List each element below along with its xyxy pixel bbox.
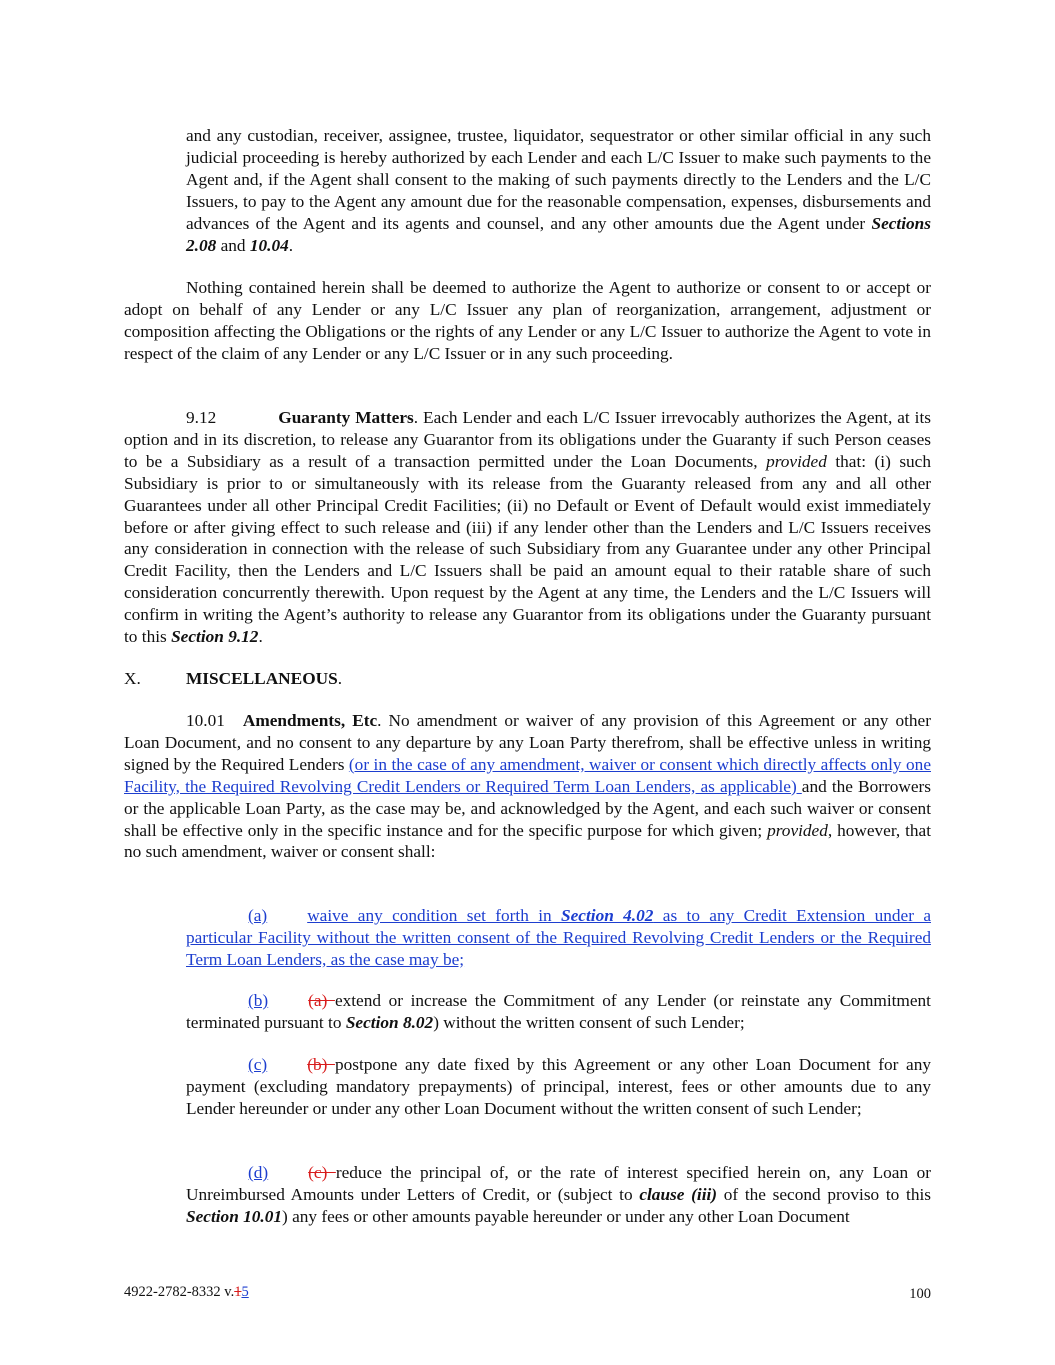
new-version: 5 — [241, 1284, 249, 1300]
article-heading: X. MISCELLANEOUS. — [124, 669, 343, 688]
clause-c: (c) (b) postpone any date fixed by this Agreement or any other Loan Document for any payment (excluding mandatory prepayments) of principal, interest, fees or other amounts due to any Lender hereunder or under any other Loan Document without the written consent of such Lender; — [186, 1055, 931, 1118]
clause-label: (d) — [248, 1163, 269, 1182]
deleted-text: (b) — [307, 1055, 335, 1074]
inserted-text: as to any Credit Extension under a particular Facility without the written consent of the Required Revolving Credit Lenders or the Required Term Loan Lenders, as the case may be; — [186, 906, 931, 969]
paragraph-agent-payments: and any custodian, receiver, assignee, trustee, liquidator, sequestrator or other similar official in any such judicial proceeding is hereby authorized by each Lender and each L/C Issuer to make such payments to the Agent and, if the Agent shall consent to the making of such payments directly to the Lenders and the L/C Issuers, to pay to the Agent any amount due for the reasonable compensation, expenses, disbursements and advances of the Agent and its agents and counsel, and any other amounts due the Agent under Sections 2.08 and 10.04. — [186, 126, 931, 255]
paragraph-nothing-contained: Nothing contained herein shall be deemed to authorize the Agent to authorize or consent to or accept or adopt on behalf of any Lender or any L/C Issuer any plan of reorganization, arrangement, adjustment or composition affecting the Obligations or the rights of any Lender or any L/C Issuer to authorize the Agent to vote in respect of the claim of any Lender or any L/C Issuer or in any such proceeding. — [124, 278, 931, 363]
document-id: 4922-2782-8332 v.15 — [124, 1284, 249, 1300]
article-number: X. — [124, 669, 141, 688]
clause-b: (b) (a) extend or increase the Commitment of any Lender (or reinstate any Commitment terminated pursuant to Section 8.02) without the written consent of such Lender; — [186, 991, 931, 1032]
article-title: MISCELLANEOUS — [186, 669, 338, 688]
clause-ref: clause (iii) — [639, 1184, 718, 1204]
section-ref: Section 10.01 — [186, 1206, 283, 1226]
clause-a — [186, 905, 931, 971]
section-10-01: 10.01 Amendments, Etc. No amendment or waiver of any provision of this Agreement or any other Loan Document, and no consent to any departure by any Loan Party therefrom, shall be effective unless in writing signed by the Required Lenders (or in the case of any amendment, waiver or consent which directly affects only one Facility, the Required Revolving Credit Lenders or Required Term Loan Lenders, as applicable) and the Borrowers or the applicable Loan Party, as the case may be, and acknowledged by the Agent, and each such waiver or consent shall be effective only in the specific instance and for the specific purpose for which given; provided, however, that no such amendment, waiver or consent shall: — [124, 711, 931, 862]
section-ref: Sections 2.08 — [186, 213, 931, 255]
section-number: 10.01 — [186, 711, 225, 730]
deleted-text: (c) — [308, 1163, 336, 1182]
inserted-text: waive any condition set forth in — [307, 906, 562, 925]
clause-d: (d) (c) reduce the principal of, or the rate of interest specified herein on, any Loan or Unreimbursed Amounts under Letters of Credit, or (subject to clause (iii) of the second proviso to this Section 10.01) any fees or other amounts payable hereunder or under any other Loan Document — [186, 1163, 931, 1226]
section-ref: Section 9.12 — [171, 627, 259, 647]
clause-label: (c) — [248, 1055, 268, 1074]
deleted-text: (a) — [308, 991, 335, 1010]
section-number: 9.12 — [186, 408, 217, 427]
clause-label: (b) — [248, 991, 269, 1010]
section-ref: Section 4.02 — [561, 906, 654, 925]
clause-label: (a) — [248, 906, 268, 925]
section-ref: 10.04 — [249, 235, 289, 255]
section-heading: Amendments, Etc — [242, 711, 378, 730]
section-heading: Guaranty Matters — [278, 408, 414, 427]
section-ref: Section 8.02 — [345, 1012, 434, 1032]
inserted-text: (or in the case of any amendment, waiver or consent which directly affects only one Facility, the Required Revolving Credit Lenders or Required Term Loan Lenders, as applicable) — [124, 754, 931, 796]
section-9-12: 9.12 Guaranty Matters. Each Lender and each L/C Issuer irrevocably authorizes the Agent, at its option and in its discretion, to release any Guarantor from its obligations under the Guaranty if such Person ceases to be a Subsidiary as a result of a transaction permitted under the Loan Documents, provided that: (i) such Subsidiary is prior to or simultaneously with its release from the Guaranty released from any and all other Guarantees under all other Principal Credit Facilities; (ii) no Default or Event of Default would exist immediately before or after giving effect to such release and (iii) if any lender other than the Lenders and L/C Issuers receives any consideration in connection with the release of such Subsidiary from any Guarantee under any other Principal Credit Facility, then the Lenders and L/C Issuers shall be paid an amount equal to their ratable share of such consideration concurrently therewith. Upon request by the Agent at any time, the Lenders and the L/C Issuers will confirm in writing the Agent’s authority to release any Guarantor from its obligations under the Guaranty pursuant to this Section 9.12. — [124, 408, 931, 647]
old-version: 1 — [234, 1284, 242, 1300]
page-number: 100 — [909, 1286, 931, 1302]
